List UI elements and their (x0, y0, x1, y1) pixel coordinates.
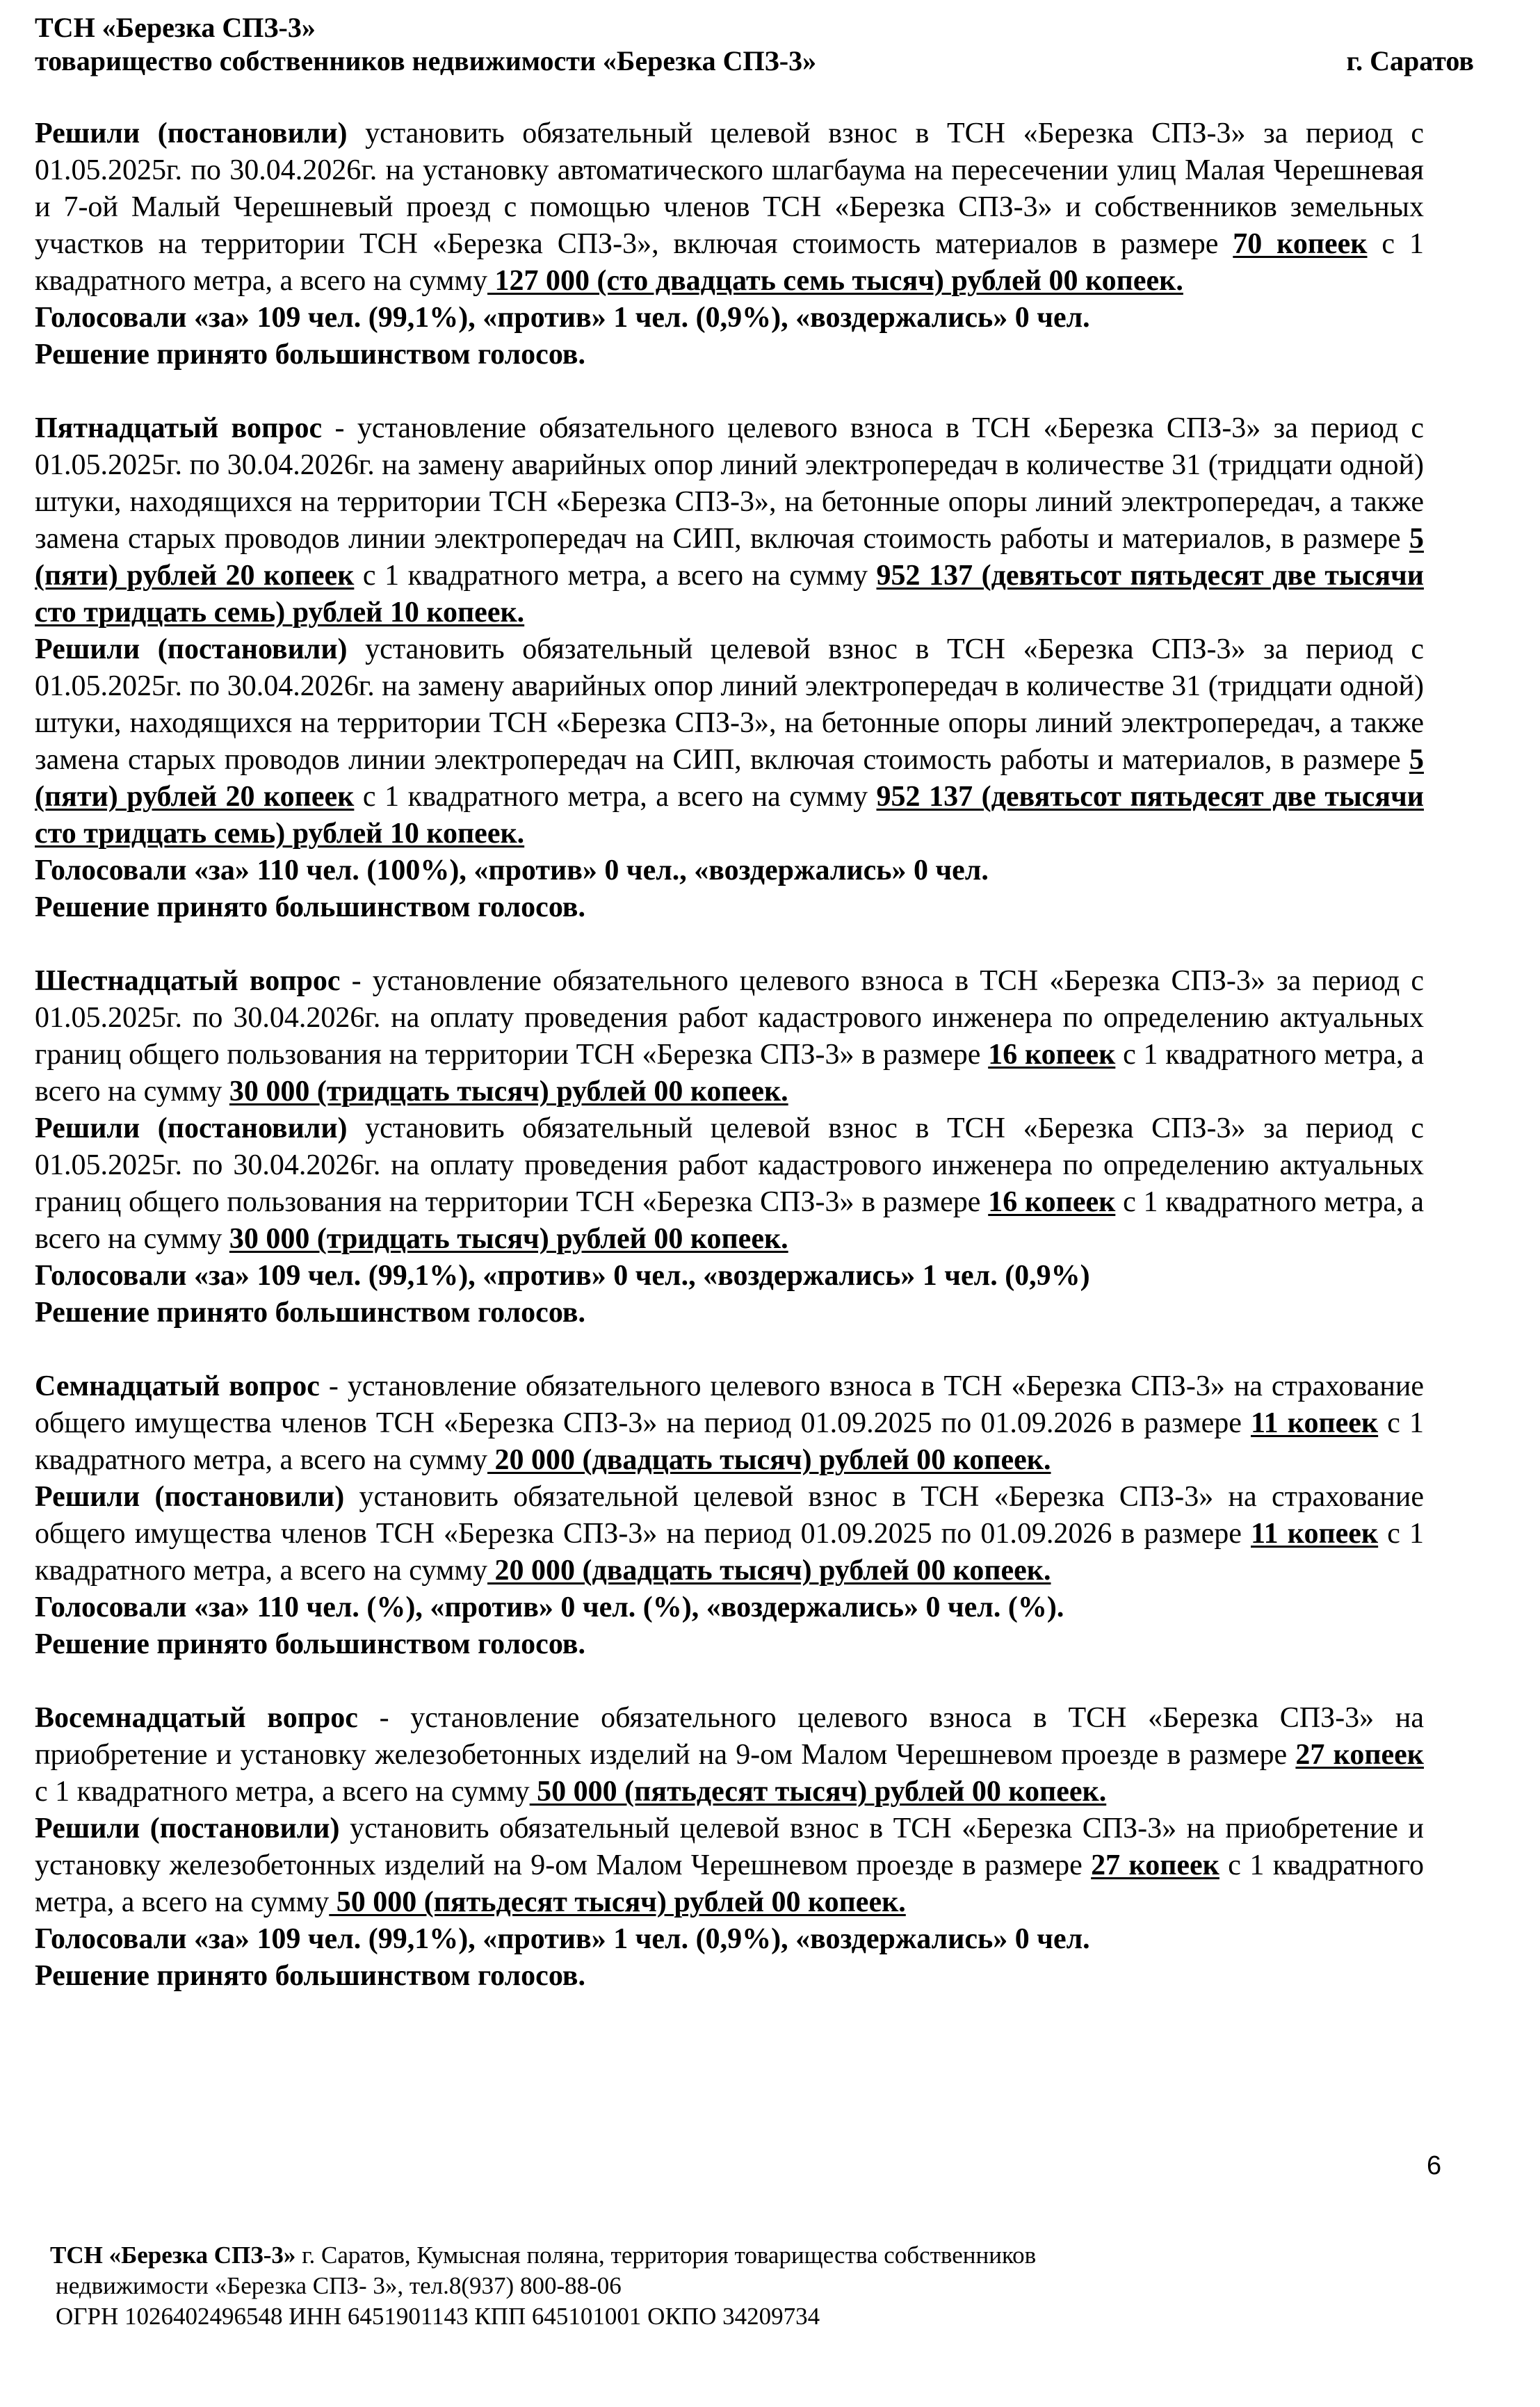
vote-line: Голосовали «за» 109 чел. (99,1%), «против» 1 чел. (0,9%), «воздержались» 0 чел. (35, 302, 1090, 334)
rate-value: 16 копеек (988, 1039, 1116, 1071)
total-value: 30 000 (тридцать тысяч) рублей 00 копеек. (229, 1076, 788, 1108)
rate-value: 5 (пяти) рублей 20 копеек (35, 744, 1424, 813)
vote-line: Голосовали «за» 110 чел. (%), «против» 0 чел. (%), «воздержались» 0 чел. (%). (35, 1591, 1064, 1623)
rate-value: 11 копеек (1251, 1407, 1379, 1439)
question-title: Восемнадцатый вопрос (35, 1702, 358, 1734)
header-city: г. Саратов (1346, 45, 1474, 76)
decision-16-paragraph: Решили (постановили) установить обязательный целевой взнос в ТСН «Березка СПЗ-3» за период с 01.05.2025г. по 30.04.2026г. на оплату проведения работ кадастрового инженера по определению актуальных границ общего пользования на территории ТСН «Березка СПЗ-3» в размере 16 копеек с 1 квадратного метра, а всего на сумму 30 000 (тридцать тысяч) рублей 00 копеек. (35, 1112, 1424, 1255)
total-value: 20 000 (двадцать тысяч) рублей 00 копеек. (487, 1444, 1051, 1476)
question-title: Пятнадцатый вопрос (35, 412, 323, 444)
total-value: 952 137 (девятьсот пятьдесят две тысячи сто тридцать семь) рублей 10 копеек. (35, 560, 1424, 629)
decision-lead: Решили (постановили) (35, 1112, 348, 1144)
rate-value: 16 копеек (988, 1186, 1116, 1218)
question-title: Семнадцатый вопрос (35, 1370, 320, 1402)
footer-line-2: недвижимости «Березка СПЗ- 3», тел.8(937) 800-88-06 (56, 2272, 622, 2299)
vote-line: Голосовали «за» 109 чел. (99,1%), «против» 1 чел. (0,9%), «воздержались» 0 чел. (35, 1923, 1090, 1955)
decision-17-paragraph: Решили (постановили) установить обязательной целевой взнос в ТСН «Березка СПЗ-3» на страхование общего имущества членов ТСН «Березка СПЗ-3» на период 01.09.2025 по 01.09.2026 в размере 11 копеек с 1 квадратного метра, а всего на сумму 20 000 (двадцать тысяч) рублей 00 копеек. (35, 1481, 1425, 1587)
rate-value: 5 (пяти) рублей 20 копеек (35, 523, 1424, 592)
decision-lead: Решили (постановили) (35, 117, 348, 149)
result-line: Решение принято большинством голосов. (35, 1297, 585, 1329)
total-value: 30 000 (тридцать тысяч) рублей 00 копеек. (229, 1223, 788, 1255)
rate-value: 27 копеек (1295, 1739, 1425, 1771)
footer (50, 2240, 1036, 2332)
result-line: Решение принято большинством голосов. (35, 891, 585, 923)
result-line: Решение принято большинством голосов. (35, 339, 585, 371)
decision-18-paragraph: Решили (постановили) установить обязательный целевой взнос в ТСН «Березка СПЗ-3» на приобретение и установку железобетонных изделий на 9-ом Малом Черешневом проезде в размере 27 копеек с 1 квадратного метра, а всего на сумму 50 000 (пятьдесят тысяч) рублей 00 копеек. (35, 1813, 1424, 1918)
header-org-full: товарищество собственников недвижимости «Березка СПЗ-3» (35, 45, 817, 76)
total-value: 952 137 (девятьсот пятьдесят две тысячи сто тридцать семь) рублей 10 копеек. (35, 781, 1424, 850)
footer-line-3: ОГРН 1026402496548 ИНН 6451901143 КПП 645101001 ОКПО 34209734 (56, 2303, 820, 2330)
question-16-paragraph: Шестнадцатый вопрос - установление обязательного целевого взноса в ТСН «Березка СПЗ-3» за период с 01.05.2025г. по 30.04.2026г. на оплату проведения работ кадастрового инженера по определению актуальных границ общего пользования на территории ТСН «Березка СПЗ-3» в размере 16 копеек с 1 квадратного метра, а всего на сумму 30 000 (тридцать тысяч) рублей 00 копеек. (35, 965, 1424, 1108)
rate-value: 27 копеек (1091, 1849, 1219, 1881)
vote-line: Голосовали «за» 110 чел. (100%), «против» 0 чел., «воздержались» 0 чел. (35, 854, 989, 886)
question-17-paragraph: Семнадцатый вопрос - установление обязательного целевого взноса в ТСН «Березка СПЗ-3» на страхование общего имущества членов ТСН «Березка СПЗ-3» на период 01.09.2025 по 01.09.2026 в размере 11 копеек с 1 квадратного метра, а всего на сумму 20 000 (двадцать тысяч) рублей 00 копеек. (35, 1370, 1424, 1476)
vote-line: Голосовали «за» 109 чел. (99,1%), «против» 0 чел., «воздержались» 1 чел. (0,9%) (35, 1260, 1090, 1292)
footer-line-1: ТСН «Березка СПЗ-3» г. Саратов, Кумысная поляна, территория товарищества собственников (50, 2242, 1037, 2269)
total-value: 127 000 (сто двадцать семь тысяч) рублей 00 копеек. (487, 265, 1183, 297)
page-number: 6 (1427, 2151, 1442, 2180)
total-value: 50 000 (пятьдесят тысяч) рублей 00 копеек. (329, 1886, 906, 1918)
rate-value: 70 копеек (1233, 228, 1368, 260)
decision-15-paragraph: Решили (постановили) установить обязательный целевой взнос в ТСН «Березка СПЗ-3» за период с 01.05.2025г. по 30.04.2026г. на замену аварийных опор линий электропередач в количестве 31 (тридцати одной) штуки, находящихся на территории ТСН «Березка СПЗ-3», на бетонные опоры линий электропередач, а также замена старых проводов линии электропередач на СИП, включая стоимость работы и материалов, в размере 5 (пяти) рублей 20 копеек с 1 квадратного метра, а всего на сумму 952 137 (девятьсот пятьдесят две тысячи сто тридцать семь) рублей 10 копеек. (35, 633, 1424, 850)
total-value: 20 000 (двадцать тысяч) рублей 00 копеек. (487, 1555, 1051, 1587)
decision-lead: Решили (постановили) (35, 633, 348, 665)
question-title: Шестнадцатый вопрос (35, 965, 341, 997)
decision-14-paragraph: Решили (постановили) установить обязательный целевой взнос в ТСН «Березка СПЗ-3» за период с 01.05.2025г. по 30.04.2026г. на установку автоматического шлагбаума на пересечении улиц Малая Черешневая и 7-ой Малый Черешневый проезд с помощью членов ТСН «Березка СПЗ-3» и собственников земельных участков на территории ТСН «Березка СПЗ-3», включая стоимость материалов в размере 70 копеек с 1 квадратного метра, а всего на сумму 127 000 (сто двадцать семь тысяч) рублей 00 копеек. (35, 117, 1424, 297)
result-line: Решение принято большинством голосов. (35, 1628, 585, 1660)
rate-value: 11 копеек (1251, 1518, 1379, 1550)
result-line: Решение принято большинством голосов. (35, 1960, 585, 1992)
footer-org: ТСН «Березка СПЗ-3» (50, 2242, 296, 2269)
header-org-short: ТСН «Березка СПЗ-3» (35, 12, 316, 43)
question-18-paragraph: Восемнадцатый вопрос - установление обязательного целевого взноса в ТСН «Березка СПЗ-3» на приобретение и установку железобетонных изделий на 9-ом Малом Черешневом проезде в размере 27 копеек с 1 квадратного метра, а всего на сумму 50 000 (пятьдесят тысяч) рублей 00 копеек. (35, 1702, 1425, 1808)
question-15-paragraph: Пятнадцатый вопрос - установление обязательного целевого взноса в ТСН «Березка СПЗ-3» за период с 01.05.2025г. по 30.04.2026г. на замену аварийных опор линий электропередач в количестве 31 (тридцати одной) штуки, находящихся на территории ТСН «Березка СПЗ-3», на бетонные опоры линий электропередач, а также замена старых проводов линии электропередач на СИП, включая стоимость работы и материалов, в размере 5 (пяти) рублей 20 копеек с 1 квадратного метра, а всего на сумму 952 137 (девятьсот пятьдесят две тысячи сто тридцать семь) рублей 10 копеек. (35, 412, 1424, 629)
document-body (35, 115, 1424, 1995)
total-value: 50 000 (пятьдесят тысяч) рублей 00 копеек. (529, 1776, 1107, 1808)
decision-lead: Решили (постановили) (35, 1481, 345, 1513)
decision-lead: Решили (постановили) (35, 1813, 340, 1845)
